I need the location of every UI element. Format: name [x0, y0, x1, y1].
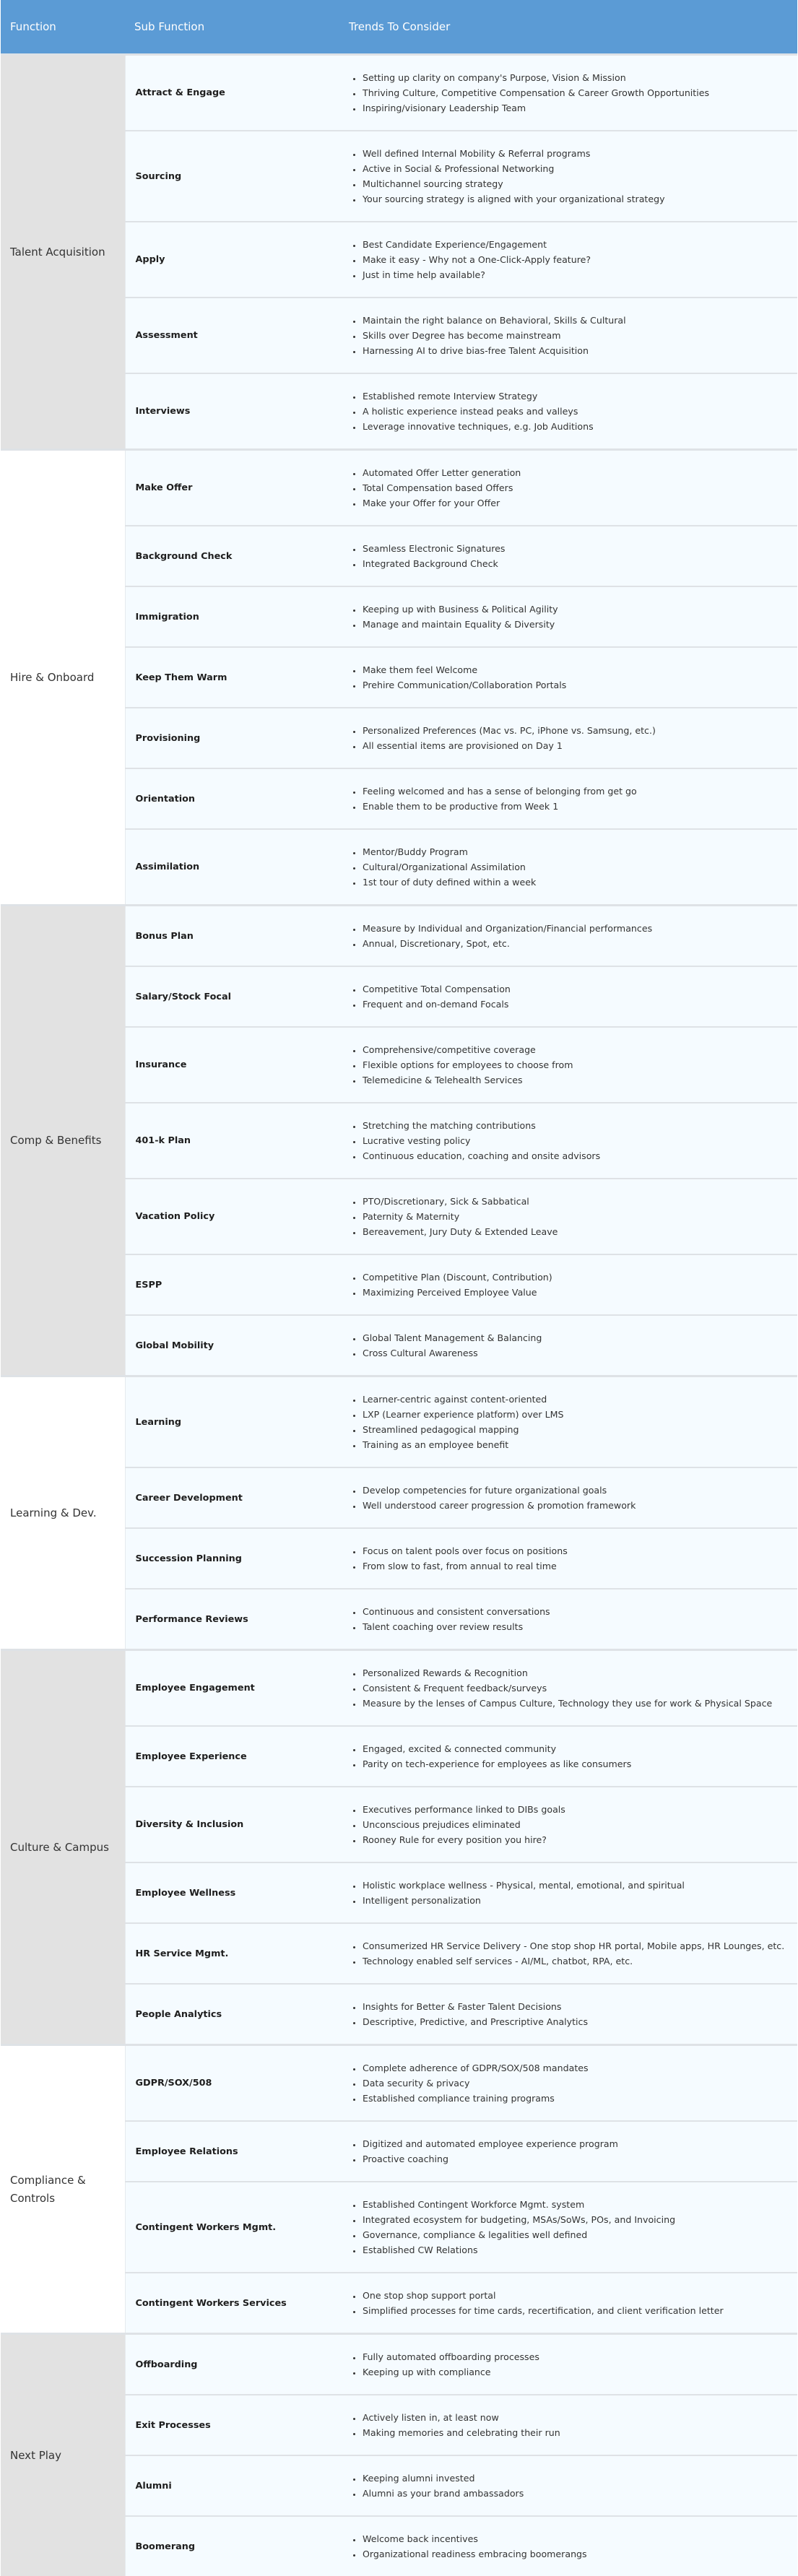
trend-item: • Manage and maintain Equality & Diversity — [363, 617, 788, 632]
trend-list — [339, 1938, 788, 1969]
sub-function-cell: Employee Engagement — [125, 1650, 339, 1727]
trend-item: • Technology enabled self services - AI/ML, chatbot, RPA, etc. — [363, 1953, 788, 1969]
trend-item: • Personalized Preferences (Mac vs. PC, iPhone vs. Samsung, etc.) — [363, 723, 788, 738]
function-cell: Talent Acquisition — [1, 55, 125, 450]
sub-function-cell: Employee Experience — [125, 1726, 339, 1787]
trend-list — [339, 1665, 788, 1711]
sub-function-cell: Keep Them Warm — [125, 647, 339, 708]
trend-list — [339, 602, 788, 632]
trends-cell — [339, 450, 797, 526]
trend-list — [339, 1741, 788, 1771]
trend-list — [339, 2410, 788, 2440]
trends-cell — [339, 1528, 797, 1589]
trend-item: • Cultural/Organizational Assimilation — [363, 859, 788, 875]
sub-function-cell: Make Offer — [125, 450, 339, 526]
trend-item: • Well understood career progression & promotion framework — [363, 1498, 788, 1513]
trend-item: • Comprehensive/competitive coverage — [363, 1042, 788, 1057]
trends-cell — [339, 1467, 797, 1528]
trends-cell — [339, 1984, 797, 2045]
trend-list — [339, 2531, 788, 2562]
trend-item: • Complete adherence of GDPR/SOX/508 mandates — [363, 2060, 788, 2076]
function-group — [1, 450, 797, 906]
trend-item: • Measure by Individual and Organization/Financial performances — [363, 921, 788, 936]
trend-item: • Setting up clarity on company's Purpose, Vision & Mission — [363, 70, 788, 85]
sub-function-cell: Diversity & Inclusion — [125, 1787, 339, 1862]
trends-cell — [339, 373, 797, 450]
trend-item: • Descriptive, Predictive, and Prescriptive Analytics — [363, 2014, 788, 2029]
trend-item: • Integrated Background Check — [363, 556, 788, 571]
table-row — [1, 55, 797, 131]
trend-item: • Governance, compliance & legalities well defined — [363, 2227, 788, 2242]
function-cell: Compliance & Controls — [1, 2045, 125, 2334]
trend-item: • Cross Cultural Awareness — [363, 1345, 788, 1361]
sub-function-cell: Bonus Plan — [125, 906, 339, 967]
sub-function-cell: HR Service Mgmt. — [125, 1923, 339, 1984]
trend-item: • Simplified processes for time cards, recertification, and client verification letter — [363, 2303, 788, 2318]
trends-cell — [339, 708, 797, 768]
sub-function-cell: Succession Planning — [125, 1528, 339, 1589]
sub-function-cell: Assessment — [125, 298, 339, 373]
trend-item: • Unconscious prejudices eliminated — [363, 1817, 788, 1832]
header-trends: Trends To Consider — [339, 0, 797, 55]
trend-item: • Insights for Better & Faster Talent Decisions — [363, 1999, 788, 2014]
table-header — [1, 0, 797, 55]
trend-item: • Skills over Degree has become mainstream — [363, 328, 788, 343]
trend-item: • Established remote Interview Strategy — [363, 389, 788, 404]
sub-function-cell: Offboarding — [125, 2334, 339, 2395]
trend-item: • Streamlined pedagogical mapping — [363, 1422, 788, 1437]
trend-item: • Develop competencies for future organizational goals — [363, 1483, 788, 1498]
trend-item: • Integrated ecosystem for budgeting, MSAs/SoWs, POs, and Invoicing — [363, 2212, 788, 2227]
trends-cell — [339, 131, 797, 222]
trend-list — [339, 981, 788, 1012]
table-row — [1, 906, 797, 967]
trend-item: • LXP (Learner experience platform) over LMS — [363, 1407, 788, 1422]
trend-item: • Telemedicine & Telehealth Services — [363, 1072, 788, 1088]
trend-item: • Measure by the lenses of Campus Culture, Technology they use for work & Physical Space — [363, 1696, 788, 1711]
trend-item: • Making memories and celebrating their run — [363, 2425, 788, 2440]
sub-function-cell: Immigration — [125, 586, 339, 647]
trend-item: • One stop shop support portal — [363, 2288, 788, 2303]
function-group — [1, 55, 797, 450]
trends-cell — [339, 829, 797, 906]
trend-item: • Training as an employee benefit — [363, 1437, 788, 1452]
trend-item: • Learner-centric against content-oriented — [363, 1392, 788, 1407]
trend-list — [339, 1543, 788, 1574]
trend-list — [339, 541, 788, 571]
trends-cell — [339, 222, 797, 298]
trend-item: • Established CW Relations — [363, 2242, 788, 2258]
trends-cell — [339, 1787, 797, 1862]
table-row — [1, 1650, 797, 1727]
trends-cell — [339, 1726, 797, 1787]
trend-item: • Total Compensation based Offers — [363, 480, 788, 495]
trends-cell — [339, 1589, 797, 1650]
trend-item: • From slow to fast, from annual to real time — [363, 1558, 788, 1574]
sub-function-cell: Learning — [125, 1376, 339, 1468]
trend-item: • Bereavement, Jury Duty & Extended Leave — [363, 1224, 788, 1239]
trend-list — [339, 2060, 788, 2106]
trend-item: • Feeling welcomed and has a sense of belonging from get go — [363, 784, 788, 799]
function-group — [1, 1650, 797, 2045]
trends-cell — [339, 1862, 797, 1923]
trends-cell — [339, 2045, 797, 2122]
trend-item: • Actively listen in, at least now — [363, 2410, 788, 2425]
trend-item: • Fully automated offboarding processes — [363, 2349, 788, 2364]
trend-item: • Alumni as your brand ambassadors — [363, 2486, 788, 2501]
trend-item: • All essential items are provisioned on Day 1 — [363, 738, 788, 753]
trend-item: • Lucrative vesting policy — [363, 1133, 788, 1148]
trend-item: • Welcome back incentives — [363, 2531, 788, 2546]
sub-function-cell: Insurance — [125, 1027, 339, 1103]
trends-cell — [339, 2516, 797, 2576]
trend-item: • Inspiring/visionary Leadership Team — [363, 100, 788, 116]
trend-list — [339, 1878, 788, 1908]
function-group — [1, 1376, 797, 1650]
trend-list — [339, 2349, 788, 2380]
trend-list — [339, 662, 788, 693]
trend-list — [339, 1604, 788, 1634]
trend-list — [339, 921, 788, 951]
trend-item: • Thriving Culture, Competitive Compensation & Career Growth Opportunities — [363, 85, 788, 100]
sub-function-cell: Employee Relations — [125, 2121, 339, 2182]
trends-cell — [339, 1179, 797, 1254]
trend-list — [339, 146, 788, 207]
trend-list — [339, 465, 788, 511]
sub-function-cell: 401-k Plan — [125, 1103, 339, 1179]
trend-item: • Parity on tech-experience for employees as like consumers — [363, 1756, 788, 1771]
trend-item: • Make it easy - Why not a One-Click-Apply feature? — [363, 252, 788, 267]
trend-item: • Prehire Communication/Collaboration Portals — [363, 677, 788, 693]
trend-item: • Automated Offer Letter generation — [363, 465, 788, 480]
trend-list — [339, 1270, 788, 1300]
trends-cell — [339, 768, 797, 829]
trend-item: • Competitive Total Compensation — [363, 981, 788, 997]
sub-function-cell: Vacation Policy — [125, 1179, 339, 1254]
sub-function-cell: Boomerang — [125, 2516, 339, 2576]
trend-item: • Maintain the right balance on Behavioral, Skills & Cultural — [363, 313, 788, 328]
sub-function-cell: Apply — [125, 222, 339, 298]
sub-function-cell: ESPP — [125, 1254, 339, 1315]
trends-cell — [339, 1103, 797, 1179]
function-cell: Comp & Benefits — [1, 906, 125, 1376]
trend-item: • Maximizing Perceived Employee Value — [363, 1285, 788, 1300]
trend-list — [339, 389, 788, 434]
trends-cell — [339, 1027, 797, 1103]
function-group — [1, 2045, 797, 2334]
sub-function-cell: Interviews — [125, 373, 339, 450]
trend-item: • Flexible options for employees to choose from — [363, 1057, 788, 1072]
function-group — [1, 906, 797, 1376]
hr-trends-table — [1, 0, 797, 2576]
trend-item: • Harnessing AI to drive bias-free Talent Acquisition — [363, 343, 788, 358]
trend-item: • Frequent and on-demand Focals — [363, 997, 788, 1012]
sub-function-cell: Employee Wellness — [125, 1862, 339, 1923]
trend-item: • Best Candidate Experience/Engagement — [363, 237, 788, 252]
trend-list — [339, 1802, 788, 1847]
trend-item: • Just in time help available? — [363, 267, 788, 282]
trend-item: • Continuous and consistent conversations — [363, 1604, 788, 1619]
function-cell: Next Play — [1, 2334, 125, 2576]
trend-list — [339, 2288, 788, 2318]
table-row — [1, 2334, 797, 2395]
trend-item: • Keeping up with compliance — [363, 2364, 788, 2380]
trends-cell — [339, 966, 797, 1027]
trends-cell — [339, 1254, 797, 1315]
sub-function-cell: Alumni — [125, 2455, 339, 2516]
trend-item: • Data security & privacy — [363, 2076, 788, 2091]
sub-function-cell: Global Mobility — [125, 1315, 339, 1376]
trends-cell — [339, 1376, 797, 1468]
sub-function-cell: Career Development — [125, 1467, 339, 1528]
trends-cell — [339, 1923, 797, 1984]
function-cell: Hire & Onboard — [1, 450, 125, 906]
trends-cell — [339, 55, 797, 131]
sub-function-cell: Attract & Engage — [125, 55, 339, 131]
sub-function-cell: Exit Processes — [125, 2395, 339, 2455]
trend-list — [339, 1999, 788, 2029]
trend-item: • Mentor/Buddy Program — [363, 844, 788, 859]
trends-cell — [339, 2273, 797, 2334]
trend-item: • 1st tour of duty defined within a week — [363, 875, 788, 890]
trends-cell — [339, 2182, 797, 2273]
trend-item: • Established Contingent Workforce Mgmt. system — [363, 2197, 788, 2212]
sub-function-cell: Salary/Stock Focal — [125, 966, 339, 1027]
function-group — [1, 2334, 797, 2576]
trend-list — [339, 313, 788, 358]
trend-item: • Leverage innovative techniques, e.g. Job Auditions — [363, 419, 788, 434]
trend-list — [339, 237, 788, 282]
trend-item: • Keeping up with Business & Political Agility — [363, 602, 788, 617]
trend-list — [339, 1392, 788, 1452]
trend-item: • Annual, Discretionary, Spot, etc. — [363, 936, 788, 951]
trends-cell — [339, 906, 797, 967]
trend-item: • PTO/Discretionary, Sick & Sabbatical — [363, 1194, 788, 1209]
sub-function-cell: Assimilation — [125, 829, 339, 906]
trend-item: • Consistent & Frequent feedback/surveys — [363, 1681, 788, 1696]
function-cell: Learning & Dev. — [1, 1376, 125, 1650]
trend-list — [339, 723, 788, 753]
function-cell: Culture & Campus — [1, 1650, 125, 2045]
trend-item: • Make your Offer for your Offer — [363, 495, 788, 511]
header-function: Function — [1, 0, 125, 55]
trend-item: • Active in Social & Professional Networking — [363, 161, 788, 176]
trend-item: • Consumerized HR Service Delivery - One stop shop HR portal, Mobile apps, HR Lounges, etc. — [363, 1938, 788, 1953]
trend-item: • Intelligent personalization — [363, 1893, 788, 1908]
trend-item: • Well defined Internal Mobility & Referral programs — [363, 146, 788, 161]
trend-list — [339, 1194, 788, 1239]
sub-function-cell: Background Check — [125, 526, 339, 586]
trend-item: • Executives performance linked to DIBs goals — [363, 1802, 788, 1817]
header-sub-function: Sub Function — [125, 0, 339, 55]
trends-cell — [339, 586, 797, 647]
sub-function-cell: Orientation — [125, 768, 339, 829]
trend-list — [339, 1483, 788, 1513]
trend-list — [339, 70, 788, 116]
trend-item: • Multichannel sourcing strategy — [363, 176, 788, 191]
trend-item: • Focus on talent pools over focus on positions — [363, 1543, 788, 1558]
sub-function-cell: People Analytics — [125, 1984, 339, 2045]
trend-list — [339, 1042, 788, 1088]
trend-list — [339, 2197, 788, 2258]
trend-list — [339, 1118, 788, 1163]
trend-item: • Proactive coaching — [363, 2151, 788, 2167]
trend-item: • Personalized Rewards & Recognition — [363, 1665, 788, 1681]
trends-cell — [339, 2334, 797, 2395]
sub-function-cell: Performance Reviews — [125, 1589, 339, 1650]
trend-list — [339, 2136, 788, 2167]
trend-item: • Engaged, excited & connected community — [363, 1741, 788, 1756]
trend-item: • Rooney Rule for every position you hire? — [363, 1832, 788, 1847]
trend-item: • Organizational readiness embracing boomerangs — [363, 2546, 788, 2562]
trend-item: • Competitive Plan (Discount, Contribution) — [363, 1270, 788, 1285]
trends-cell — [339, 1650, 797, 1727]
trends-cell — [339, 1315, 797, 1376]
trend-list — [339, 844, 788, 890]
sub-function-cell: GDPR/SOX/508 — [125, 2045, 339, 2122]
sub-function-cell: Contingent Workers Mgmt. — [125, 2182, 339, 2273]
trends-cell — [339, 2395, 797, 2455]
trend-item: • Digitized and automated employee experience program — [363, 2136, 788, 2151]
trend-item: • Paternity & Maternity — [363, 1209, 788, 1224]
trend-list — [339, 1330, 788, 1361]
trend-item: • A holistic experience instead peaks and valleys — [363, 404, 788, 419]
table-row — [1, 2045, 797, 2122]
trend-item: • Enable them to be productive from Week 1 — [363, 799, 788, 814]
trend-item: • Keeping alumni invested — [363, 2471, 788, 2486]
sub-function-cell: Sourcing — [125, 131, 339, 222]
table-row — [1, 450, 797, 526]
trend-item: • Seamless Electronic Signatures — [363, 541, 788, 556]
trend-item: • Global Talent Management & Balancing — [363, 1330, 788, 1345]
trends-cell — [339, 2121, 797, 2182]
trend-item: • Talent coaching over review results — [363, 1619, 788, 1634]
table-row — [1, 1376, 797, 1468]
trends-cell — [339, 526, 797, 586]
trends-cell — [339, 298, 797, 373]
trend-item: • Stretching the matching contributions — [363, 1118, 788, 1133]
trend-item: • Make them feel Welcome — [363, 662, 788, 677]
trend-item: • Established compliance training programs — [363, 2091, 788, 2106]
trend-item: • Your sourcing strategy is aligned with your organizational strategy — [363, 191, 788, 207]
trend-list — [339, 784, 788, 814]
trend-list — [339, 2471, 788, 2501]
trend-item: • Continuous education, coaching and onsite advisors — [363, 1148, 788, 1163]
trend-item: • Holistic workplace wellness - Physical, mental, emotional, and spiritual — [363, 1878, 788, 1893]
sub-function-cell: Provisioning — [125, 708, 339, 768]
sub-function-cell: Contingent Workers Services — [125, 2273, 339, 2334]
trends-cell — [339, 647, 797, 708]
trends-cell — [339, 2455, 797, 2516]
